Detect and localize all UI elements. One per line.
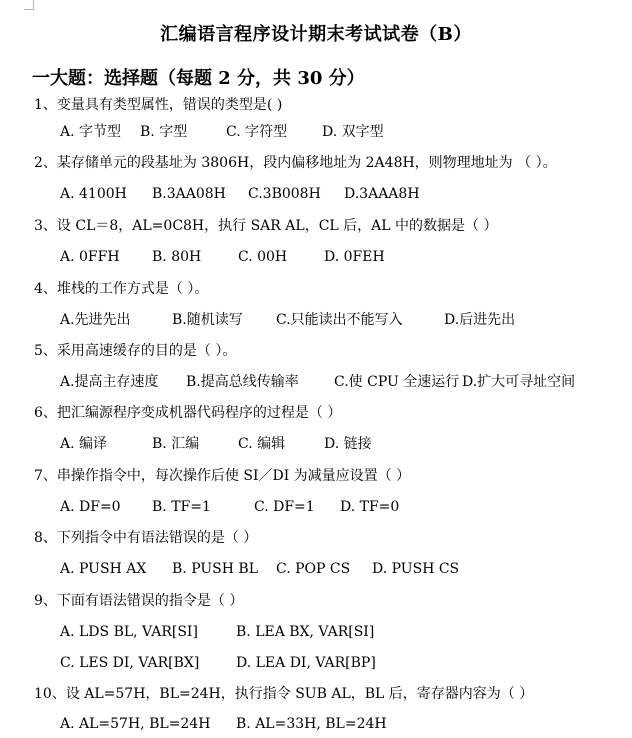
option-a: A. AL=57H, BL=24H xyxy=(60,716,211,732)
question-1: 1、变量具有类型属性，错误的类型是( ) xyxy=(34,97,283,113)
option-d: D. TF=0 xyxy=(340,499,400,515)
option-a: A. 0FFH xyxy=(60,249,120,265)
option-d: D. LEA DI, VAR[BP] xyxy=(236,655,376,671)
option-b: B. PUSH BL xyxy=(172,561,258,577)
option-d: D. 链接 xyxy=(324,436,372,452)
option-c: C. LES DI, VAR[BX] xyxy=(60,655,200,671)
option-a: A. 编译 xyxy=(60,436,108,452)
option-a: A. 4100H xyxy=(60,186,127,202)
option-c: C.使 CPU 全速运行 xyxy=(334,374,460,390)
options-q7 xyxy=(60,497,399,517)
options-q9-row2 xyxy=(60,653,376,673)
option-b: B.随机读写 xyxy=(172,312,243,328)
option-a: A.先进先出 xyxy=(60,312,131,328)
option-b: B.提高总线传输率 xyxy=(186,374,299,390)
question-8: 8、下列指令中有语法错误的是（ ） xyxy=(34,530,258,546)
options-q2 xyxy=(60,184,420,204)
option-a: A. 字节型 xyxy=(60,124,122,140)
options-q4 xyxy=(60,310,515,330)
option-d: D.扩大可寻址空间 xyxy=(462,374,576,390)
option-b: B. LEA BX, VAR[SI] xyxy=(236,624,375,640)
option-b: B. 80H xyxy=(152,249,202,265)
question-5: 5、采用高速缓存的目的是（ ）。 xyxy=(34,343,237,359)
options-q8 xyxy=(60,559,459,579)
options-q10 xyxy=(60,714,387,734)
page-corner-mark xyxy=(24,0,34,10)
option-c: C.3B008H xyxy=(248,186,321,202)
option-c: C. 字符型 xyxy=(226,124,288,140)
option-b: B. AL=33H, BL=24H xyxy=(236,716,387,732)
option-b: B.3AA08H xyxy=(152,186,226,202)
option-b: B. TF=1 xyxy=(152,499,211,515)
option-a: A. DF=0 xyxy=(60,499,121,515)
question-3: 3、设 CL＝8，AL=0C8H，执行 SAR AL，CL 后，AL 中的数据是（ ） xyxy=(34,218,498,234)
option-c: C. DF=1 xyxy=(254,499,315,515)
options-q3 xyxy=(60,247,385,267)
options-q1 xyxy=(60,122,384,142)
question-2: 2、某存储单元的段基址为 3806H，段内偏移地址为 2A48H，则物理地址为 （ ）。 xyxy=(34,155,557,171)
section-heading: 一大题：选择题（每题 2 分，共 30 分） xyxy=(32,68,365,89)
option-d: D. 双字型 xyxy=(322,124,384,140)
option-c: C. 00H xyxy=(238,249,288,265)
options-q9-row1 xyxy=(60,622,374,642)
question-7: 7、串操作指令中，每次操作后使 SI／DI 为减量应设置（ ） xyxy=(34,468,411,484)
options-q6 xyxy=(60,434,372,454)
option-c: C. POP CS xyxy=(276,561,351,577)
question-9: 9、下面有语法错误的指令是（ ） xyxy=(34,593,244,609)
question-4: 4、堆栈的工作方式是（ ）。 xyxy=(34,281,209,297)
option-d: D. PUSH CS xyxy=(372,561,460,577)
option-d: D.后进先出 xyxy=(444,312,516,328)
option-d: D.3AAA8H xyxy=(344,186,420,202)
option-b: B. 汇编 xyxy=(152,436,200,452)
question-10: 10、设 AL=57H，BL=24H，执行指令 SUB AL，BL 后，寄存器内容为（ ） xyxy=(34,686,534,702)
option-a: A. LDS BL, VAR[SI] xyxy=(60,624,198,640)
option-d: D. 0FEH xyxy=(324,249,385,265)
options-q5 xyxy=(60,372,575,392)
option-b: B. 字型 xyxy=(140,124,188,140)
option-c: C. 编辑 xyxy=(238,436,286,452)
option-a: A.提高主存速度 xyxy=(60,374,159,390)
option-a: A. PUSH AX xyxy=(60,561,147,577)
option-c: C.只能读出不能写入 xyxy=(276,312,403,328)
question-6: 6、把汇编源程序变成机器代码程序的过程是（ ） xyxy=(34,405,342,421)
exam-title: 汇编语言程序设计期末考试试卷（B） xyxy=(160,24,472,45)
